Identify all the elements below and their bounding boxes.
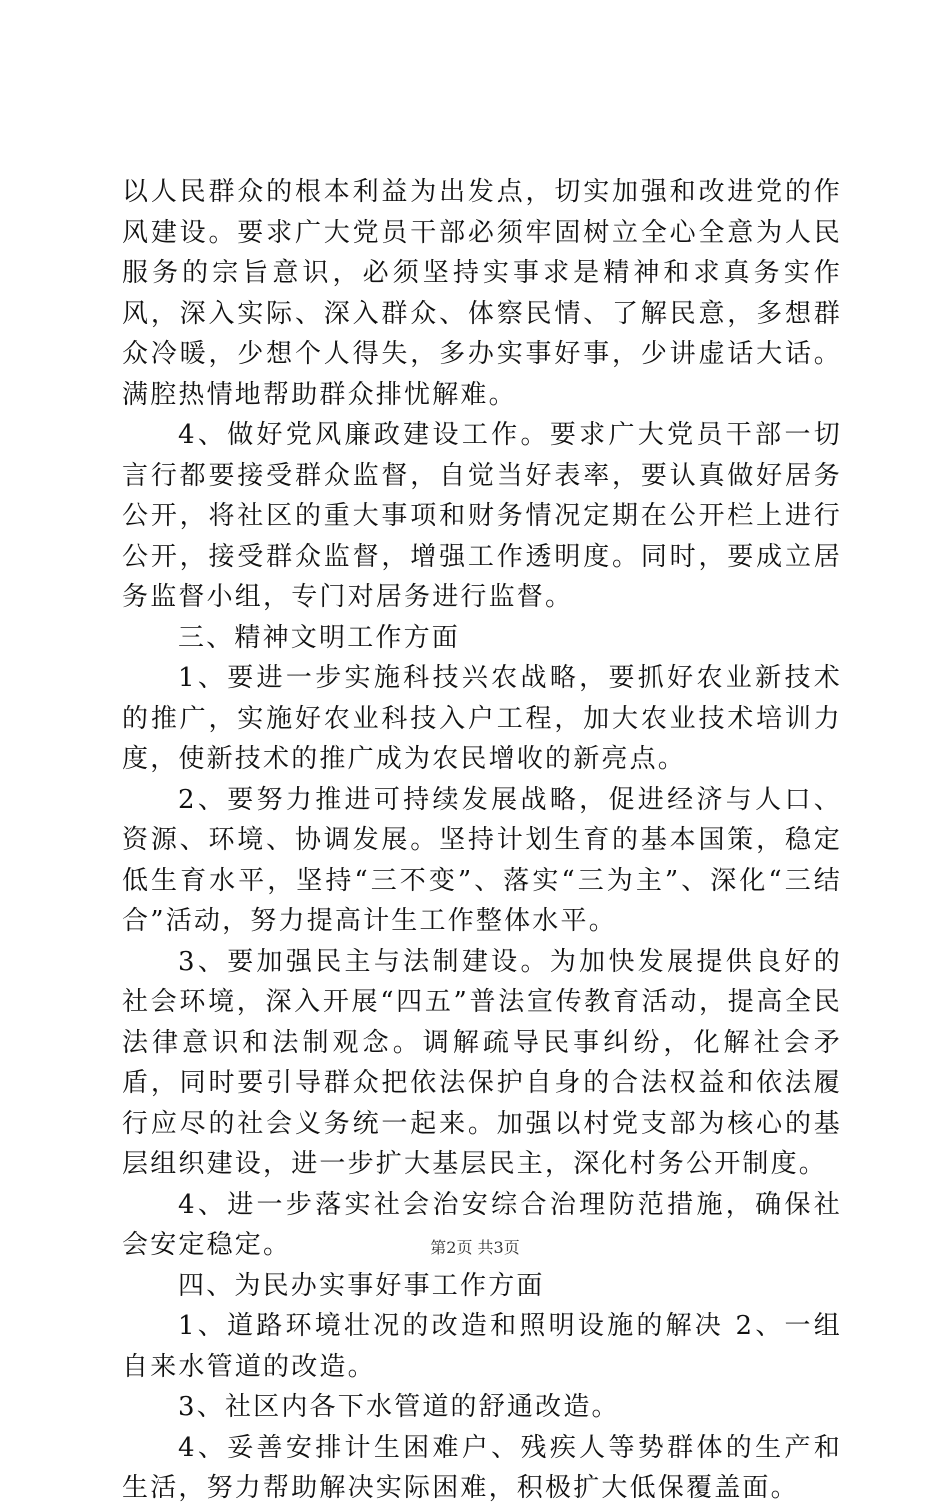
paragraph-item-3-democracy: 3、要加强民主与法制建设。为加快发展提供良好的社会环境，深入开展“四五”普法宣传教育活动，提高全民法律意识和法制观念。调解疏导民事纠纷，化解社会矛盾，同时要引导群众把依法保护自身的合法权益和依法履行应尽的社会义务统一起来。加强以村党支部为核心的基层组织建设，进一步扩大基层民主，深化村务公开制度。: [122, 946, 842, 1179]
document-body: [122, 172, 842, 1509]
section-heading-4: 四、为民办实事好事工作方面: [178, 1270, 545, 1301]
paragraph-item-4-integrity: 4、做好党风廉政建设工作。要求广大党员干部一切言行都要接受群众监督，自觉当好表率，要认真做好居务公开，将社区的重大事项和财务情况定期在公开栏上进行公开，接受群众监督，增强工作透明度。同时，要成立居务监督小组，专门对居务进行监督。: [122, 420, 842, 612]
page-number-footer: 第2页 共3页: [430, 1238, 520, 1257]
paragraph-item-4-security: 4、进一步落实社会治安综合治理防范措施，确保社会安定稳定。: [122, 1189, 842, 1260]
paragraph-item-1-technology: 1、要进一步实施科技兴农战略，要抓好农业新技术的推广，实施好农业科技入户工程，加大农业技术培训力度，使新技术的推广成为农民增收的新亮点。: [122, 663, 842, 774]
paragraph-item-1-roads: 1、道路环境壮况的改造和照明设施的解决 2、一组自来水管道的改造。: [122, 1311, 842, 1382]
paragraph-item-4-welfare: 4、妥善安排计生困难户、残疾人等势群体的生产和生活，努力帮助解决实际困难，积极扩大低保覆盖面。: [122, 1432, 842, 1503]
paragraph-item-3-drainage: 3、社区内各下水管道的舒通改造。: [178, 1392, 620, 1422]
section-heading-3: 三、精神文明工作方面: [178, 622, 461, 653]
paragraph-item-2-sustainable: 2、要努力推进可持续发展战略，促进经济与人口、资源、环境、协调发展。坚持计划生育的基本国策，稳定低生育水平，坚持“三不变”、落实“三为主”、深化“三结合”活动，努力提高计生工作整体水平。: [122, 784, 842, 936]
paragraph-continuation: 以人民群众的根本利益为出发点，切实加强和改进党的作风建设。要求广大党员干部必须牢固树立全心全意为人民服务的宗旨意识，必须坚持实事求是精神和求真务实作风，深入实际、深入群众、体察民情、了解民意，多想群众冷暖，少想个人得失，多办实事好事，少讲虚话大话。满腔热情地帮助群众排忧解难。: [122, 177, 842, 410]
